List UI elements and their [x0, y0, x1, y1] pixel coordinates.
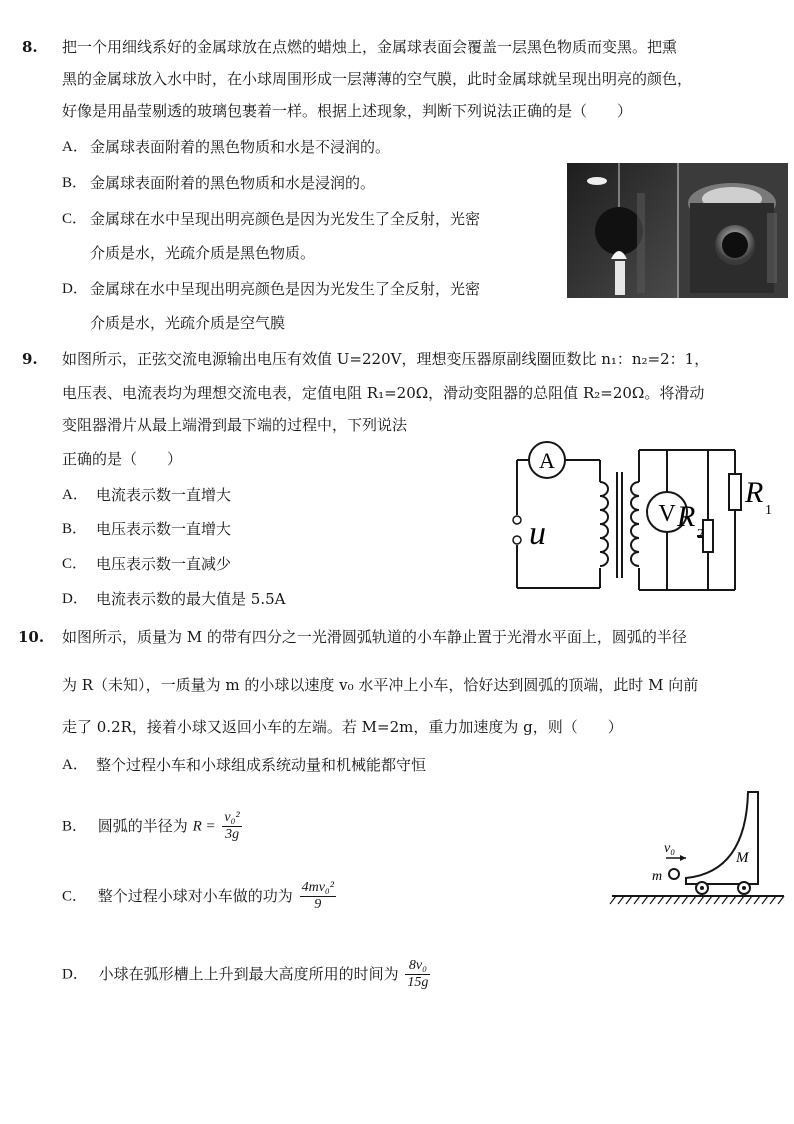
question-number: 8. [22, 38, 38, 56]
option-text: 介质是水，光疏介质是黑色物质。 [90, 244, 316, 262]
option-d [62, 958, 432, 991]
question-stem-line: 走了 0.2R，接着小球又返回小车的左端。若 M=2m，重力加速度为 g，则（ ） [62, 718, 623, 736]
question-stem-line: 正确的是（ ） [62, 450, 183, 468]
question-stem-line: 如图所示，质量为 M 的带有四分之一光滑圆弧轨道的小车静止置于光滑水平面上，圆弧的半径 [62, 628, 687, 646]
option-letter: B． [62, 818, 88, 835]
option-letter: B． [62, 175, 88, 191]
question-stem-line: 把一个用细线系好的金属球放在点燃的蜡烛上，金属球表面会覆盖一层黑色物质而变黑。把熏 [62, 38, 678, 56]
fraction [222, 810, 241, 843]
wheel-hub [742, 886, 746, 890]
ball [669, 869, 679, 879]
question-stem-line: 为 R（未知），一质量为 m 的小球以速度 v₀ 水平冲上小车，恰好达到圆弧的顶端，此时 M 向前 [62, 676, 699, 694]
source-label: u [529, 515, 546, 552]
fraction-numerator: v₀² [224, 810, 240, 825]
option-text: 整个过程小球对小车做的功为 [97, 886, 293, 905]
option-letter: A． [62, 487, 88, 503]
experiment-photo-drawing [567, 163, 788, 298]
option-text: 金属球表面附着的黑色物质和水是不浸润的。 [90, 138, 391, 156]
option-text: 金属球在水中呈现出明亮颜色是因为光发生了全反射，光密 [90, 280, 481, 298]
option-text: 电压表示数一直减少 [96, 555, 232, 573]
r2-label: R [677, 500, 696, 533]
option-letter: C． [62, 556, 88, 572]
wheel-hub [700, 886, 704, 890]
cart-mass-label: M [736, 850, 749, 866]
option-text: 金属球表面附着的黑色物质和水是浸润的。 [90, 174, 376, 192]
option-c [62, 880, 338, 913]
option-text: 整个过程小车和小球组成系统动量和机械能都守恒 [96, 756, 427, 774]
option-text: 小球在弧形槽上上升到最大高度所用的时间为 [98, 964, 399, 983]
fraction [405, 958, 430, 991]
option-letter: C． [62, 888, 88, 905]
option-text: 电流表示数的最大值是 5.5A [96, 590, 286, 608]
rheostat-r2 [703, 520, 713, 552]
question-stem-line: 如图所示，正弦交流电源输出电压有效值 U=220V，理想变压器原副线圈匝数比 n₁：n₂=2：1， [62, 350, 710, 368]
voltmeter-label: V [658, 501, 676, 527]
fraction [300, 880, 336, 913]
cart-diagram [608, 780, 788, 908]
option-letter: C． [62, 211, 88, 227]
question-number: 9. [22, 350, 38, 368]
question-stem-line: 变阻器滑片从最上端滑到最下端的过程中，下列说法 [62, 416, 408, 434]
question-number: 10. [18, 628, 45, 646]
option-letter: B． [62, 521, 88, 537]
option-letter: A． [62, 757, 88, 773]
option-text: 电压表示数一直增大 [96, 520, 232, 538]
ammeter-label: A [539, 448, 555, 473]
fraction-denominator: 9 [314, 897, 322, 912]
option-letter: D． [62, 966, 88, 983]
question-stem-line: 电压表、电流表均为理想交流电表，定值电阻 R₁=20Ω，滑动变阻器的总阻值 R₂=20Ω。将滑动 [62, 384, 705, 402]
fraction-denominator: 3g [225, 827, 240, 842]
question-stem-line: 黑的金属球放入水中时，在小球周围形成一层薄薄的空气膜，此时金属球就呈现出明亮的颜色， [62, 70, 693, 88]
source-terminal [513, 516, 521, 524]
ball-mass-label: m [652, 869, 663, 884]
option-letter: A． [62, 139, 88, 155]
circuit-diagram [505, 440, 790, 600]
question-stem-line: 好像是用晶莹剔透的玻璃包裹着一样。根据上述现象，判断下列说法正确的是（ ） [62, 102, 633, 120]
velocity-label: v₀ [664, 841, 676, 856]
option-text: 圆弧的半径为 [97, 816, 188, 835]
experiment-photo [567, 163, 788, 298]
option-text: 金属球在水中呈现出明亮颜色是因为光发生了全反射，光密 [90, 210, 481, 228]
option-text: 介质是水，光疏介质是空气膜 [90, 314, 286, 332]
resistor-r1 [729, 474, 741, 510]
fraction-numerator: 4mv₀² [301, 880, 334, 895]
r1-label: R [745, 476, 764, 509]
formula-lhs: R = [192, 818, 216, 835]
fraction-numerator: 8v₀ [405, 958, 430, 975]
r1-subscript: 1 [765, 503, 772, 518]
fraction-denominator: 15g [407, 975, 429, 990]
option-text: 电流表示数一直增大 [96, 486, 232, 504]
r2-subscript: 2 [697, 527, 704, 542]
option-letter: D． [62, 281, 88, 297]
source-terminal [513, 536, 521, 544]
option-b [62, 810, 244, 843]
velocity-arrowhead [680, 855, 686, 861]
option-letter: D． [62, 591, 88, 607]
